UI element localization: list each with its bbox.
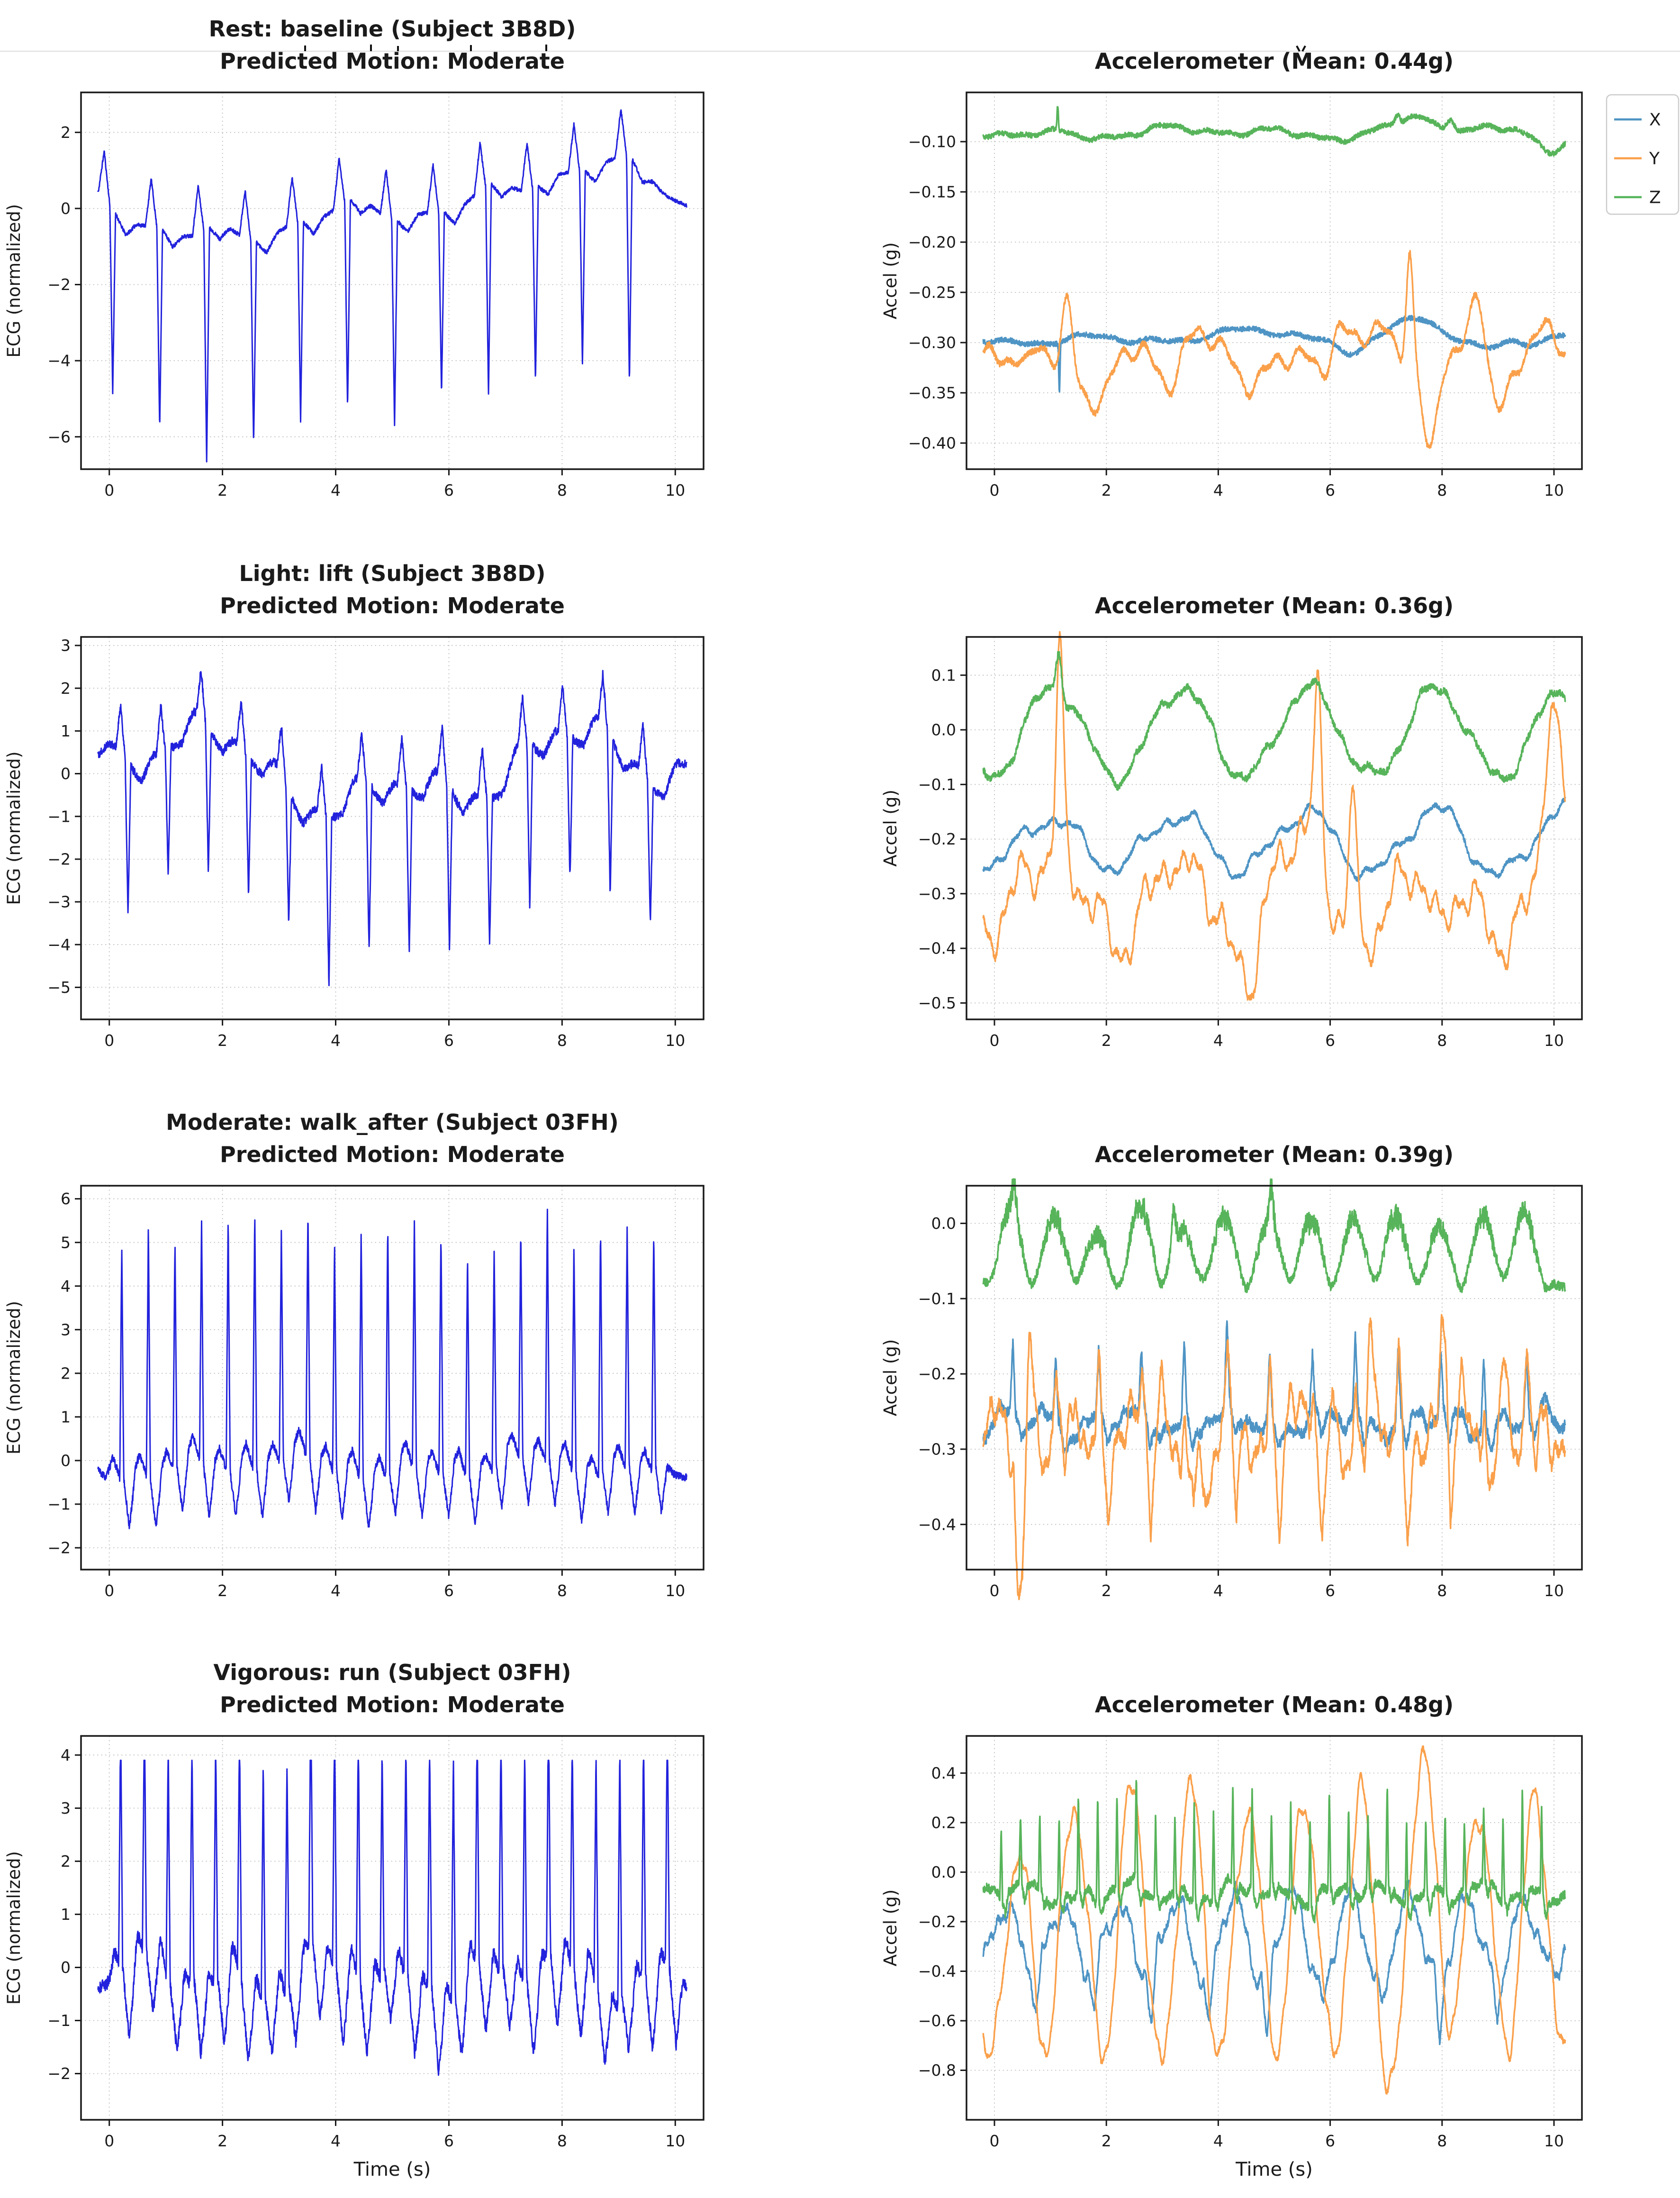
y-tick-label: −0.3 [918, 1440, 956, 1459]
y-tick-label: −1 [47, 807, 71, 826]
x-tick-label: 8 [1437, 2132, 1447, 2150]
x-tick-label: 6 [444, 2132, 454, 2150]
axis-ylabel: ECG (normalized) [4, 1851, 24, 2005]
x-tick-label: 6 [1325, 481, 1336, 500]
y-tick-label: 3 [61, 1320, 71, 1339]
series-path-ECG [98, 1761, 686, 2075]
legend-label-X: X [1649, 110, 1661, 130]
chart-title: Rest: baseline (Subject 3B8D) [208, 16, 576, 42]
y-tick-label: 6 [61, 1190, 71, 1208]
y-tick-label: −0.40 [908, 434, 956, 453]
y-tick-label: 1 [61, 1408, 71, 1426]
y-tick-label: −0.1 [918, 1289, 956, 1308]
x-tick-label: 0 [989, 1581, 1000, 1600]
axis-ylabel: ECG (normalized) [4, 751, 24, 905]
axes-spine [966, 637, 1582, 1019]
x-tick-label: 10 [1544, 1031, 1564, 1050]
y-tick-label: −0.6 [918, 2011, 956, 2030]
y-tick-label: −3 [47, 892, 71, 911]
x-tick-label: 10 [665, 481, 686, 500]
series-path-ECG [98, 110, 686, 462]
y-tick-label: 2 [61, 1364, 71, 1383]
x-tick-label: 8 [557, 2132, 567, 2150]
accel-rest-baseline-plot [876, 12, 1680, 533]
chart-accel-vigorous-run [876, 1655, 1680, 2196]
x-tick-label: 4 [331, 1581, 341, 1600]
x-tick-label: 8 [1437, 1581, 1447, 1600]
y-tick-label: −6 [47, 427, 71, 446]
x-tick-label: 0 [104, 1031, 115, 1050]
x-tick-label: 2 [217, 2132, 228, 2150]
x-tick-label: 0 [104, 2132, 115, 2150]
x-tick-label: 2 [1101, 1031, 1111, 1050]
chart-title: Accelerometer (Mean: 0.44g) [1094, 48, 1454, 74]
y-tick-label: 1 [61, 1905, 71, 1924]
series-path-Z [983, 1179, 1565, 1292]
y-tick-label: −0.5 [918, 993, 956, 1012]
y-tick-label: 0.0 [931, 1862, 956, 1881]
x-tick-label: 8 [1437, 481, 1447, 500]
x-tick-label: 0 [104, 481, 115, 500]
x-tick-label: 6 [1325, 2132, 1336, 2150]
y-tick-label: −2 [47, 1538, 71, 1557]
y-tick-label: 5 [61, 1233, 71, 1252]
x-tick-label: 6 [444, 1031, 454, 1050]
x-tick-label: 8 [557, 1031, 567, 1050]
x-tick-label: 10 [665, 1581, 686, 1600]
y-tick-label: 0.4 [931, 1763, 956, 1782]
chart-title: Light: lift (Subject 3B8D) [239, 561, 546, 586]
axis-ylabel: Accel (g) [880, 1339, 901, 1417]
y-tick-label: 2 [61, 679, 71, 698]
x-tick-label: 10 [1544, 2132, 1564, 2150]
axis-ylabel: Accel (g) [880, 242, 901, 319]
axis-ylabel: ECG (normalized) [4, 1300, 24, 1455]
chart-ecg-light-lift [0, 556, 725, 1083]
axes-spine [81, 637, 704, 1019]
series-path-X [983, 316, 1565, 392]
y-tick-label: −0.35 [908, 383, 956, 402]
series-path-Z [983, 1781, 1565, 1923]
y-tick-label: −0.2 [918, 1364, 956, 1383]
y-tick-label: 4 [61, 1277, 71, 1296]
chart-title: Predicted Motion: Moderate [219, 1692, 565, 1717]
y-tick-label: −0.2 [918, 1912, 956, 1931]
y-tick-label: −2 [47, 850, 71, 869]
x-tick-label: 2 [217, 1031, 228, 1050]
series-path-Y [983, 1315, 1565, 1599]
axis-ylabel: ECG (normalized) [4, 204, 24, 358]
axis-ylabel: Accel (g) [880, 1889, 901, 1967]
y-tick-label: 2 [61, 123, 71, 142]
y-tick-label: −4 [47, 935, 71, 954]
y-tick-label: −0.3 [918, 884, 956, 903]
y-tick-label: 0 [61, 1958, 71, 1977]
x-tick-label: 0 [989, 2132, 1000, 2150]
y-tick-label: 0.0 [931, 720, 956, 739]
x-tick-label: 10 [1544, 481, 1564, 500]
chart-title: Accelerometer (Mean: 0.36g) [1094, 593, 1454, 618]
y-tick-label: 0 [61, 764, 71, 783]
axis-xlabel: Time (s) [1236, 2159, 1313, 2180]
chart-title: Predicted Motion: Moderate [219, 593, 565, 618]
axes-spine [81, 1736, 704, 2120]
x-tick-label: 10 [665, 1031, 686, 1050]
chart-title: Predicted Motion: Moderate [219, 1142, 565, 1167]
y-tick-label: −0.2 [918, 830, 956, 849]
x-tick-label: 4 [331, 481, 341, 500]
y-tick-label: −2 [47, 2064, 71, 2083]
y-tick-label: 3 [61, 636, 71, 655]
x-tick-label: 6 [1325, 1581, 1336, 1600]
x-tick-label: 0 [989, 1031, 1000, 1050]
x-tick-label: 6 [444, 481, 454, 500]
y-tick-label: −1 [47, 1495, 71, 1514]
x-tick-label: 10 [1544, 1581, 1564, 1600]
y-tick-label: 0.0 [931, 1214, 956, 1233]
x-tick-label: 2 [217, 481, 228, 500]
axes-spine [966, 1186, 1582, 1570]
x-tick-label: 0 [104, 1581, 115, 1600]
y-tick-label: 4 [61, 1745, 71, 1764]
x-tick-label: 6 [444, 1581, 454, 1600]
x-tick-label: 0 [989, 481, 1000, 500]
y-tick-label: −0.15 [908, 182, 956, 201]
chart-accel-light-lift [876, 556, 1680, 1083]
chart-ecg-vigorous-run [0, 1655, 725, 2196]
series-path-ECG [98, 1209, 686, 1529]
x-tick-label: 2 [1101, 2132, 1111, 2150]
chart-title: Vigorous: run (Subject 03FH) [213, 1660, 571, 1685]
x-tick-label: 4 [1213, 2132, 1223, 2150]
chart-ecg-rest-baseline [0, 12, 725, 533]
chart-title: Moderate: walk_after (Subject 03FH) [166, 1109, 619, 1135]
y-tick-label: −5 [47, 978, 71, 997]
chart-ecg-moderate-walk-after [0, 1105, 725, 1634]
y-tick-label: 0 [61, 199, 71, 218]
ecg-moderate-walk-after-plot [0, 1105, 725, 1634]
y-tick-label: −0.8 [918, 2061, 956, 2080]
chart-title: Predicted Motion: Moderate [219, 48, 565, 74]
series-path-ECG [98, 671, 686, 986]
axis-xlabel: Time (s) [353, 2159, 431, 2180]
series-path-Y [983, 632, 1565, 1000]
axis-ylabel: Accel (g) [880, 790, 901, 867]
y-tick-label: 0.1 [931, 666, 956, 685]
y-tick-label: −0.4 [918, 939, 956, 958]
x-tick-label: 8 [557, 1581, 567, 1600]
chart-title: Accelerometer (Mean: 0.39g) [1094, 1142, 1454, 1167]
x-tick-label: 8 [557, 481, 567, 500]
x-tick-label: 2 [1101, 1581, 1111, 1600]
y-tick-label: −2 [47, 275, 71, 294]
x-tick-label: 6 [1325, 1031, 1336, 1050]
series-path-Y [983, 251, 1565, 448]
x-tick-label: 4 [1213, 1581, 1223, 1600]
chart-accel-moderate-walk-after [876, 1105, 1680, 1634]
x-tick-label: 4 [331, 1031, 341, 1050]
legend-label-Y: Y [1649, 149, 1660, 169]
ecg-rest-baseline-plot [0, 12, 725, 533]
chart-accel-rest-baseline [876, 12, 1680, 533]
y-tick-label: −4 [47, 351, 71, 370]
accel-vigorous-run-plot [876, 1655, 1680, 2196]
legend-label-Z: Z [1649, 188, 1661, 208]
axes-spine [966, 92, 1582, 469]
series-path-Z [983, 107, 1565, 156]
x-tick-label: 4 [1213, 481, 1223, 500]
y-tick-label: 2 [61, 1852, 71, 1871]
y-tick-label: 0 [61, 1451, 71, 1470]
x-tick-label: 2 [1101, 481, 1111, 500]
y-tick-label: 3 [61, 1798, 71, 1817]
y-tick-label: −0.4 [918, 1515, 956, 1534]
y-tick-label: −0.10 [908, 132, 956, 151]
x-tick-label: 2 [217, 1581, 228, 1600]
chart-title: Accelerometer (Mean: 0.48g) [1094, 1692, 1454, 1717]
y-tick-label: −0.1 [918, 775, 956, 794]
accel-moderate-walk-after-plot [876, 1105, 1680, 1634]
x-tick-label: 4 [331, 2132, 341, 2150]
y-tick-label: 1 [61, 721, 71, 740]
y-tick-label: −0.25 [908, 283, 956, 302]
x-tick-label: 4 [1213, 1031, 1223, 1050]
y-tick-label: −0.20 [908, 233, 956, 252]
y-tick-label: 0.2 [931, 1813, 956, 1832]
ecg-light-lift-plot [0, 556, 725, 1083]
y-tick-label: −0.4 [918, 1962, 956, 1981]
x-tick-label: 8 [1437, 1031, 1447, 1050]
y-tick-label: −1 [47, 2011, 71, 2030]
series-path-Z [983, 652, 1565, 790]
y-tick-label: −0.30 [908, 333, 956, 352]
ecg-vigorous-run-plot [0, 1655, 725, 2196]
x-tick-label: 10 [665, 2132, 686, 2150]
accel-light-lift-plot [876, 556, 1680, 1083]
